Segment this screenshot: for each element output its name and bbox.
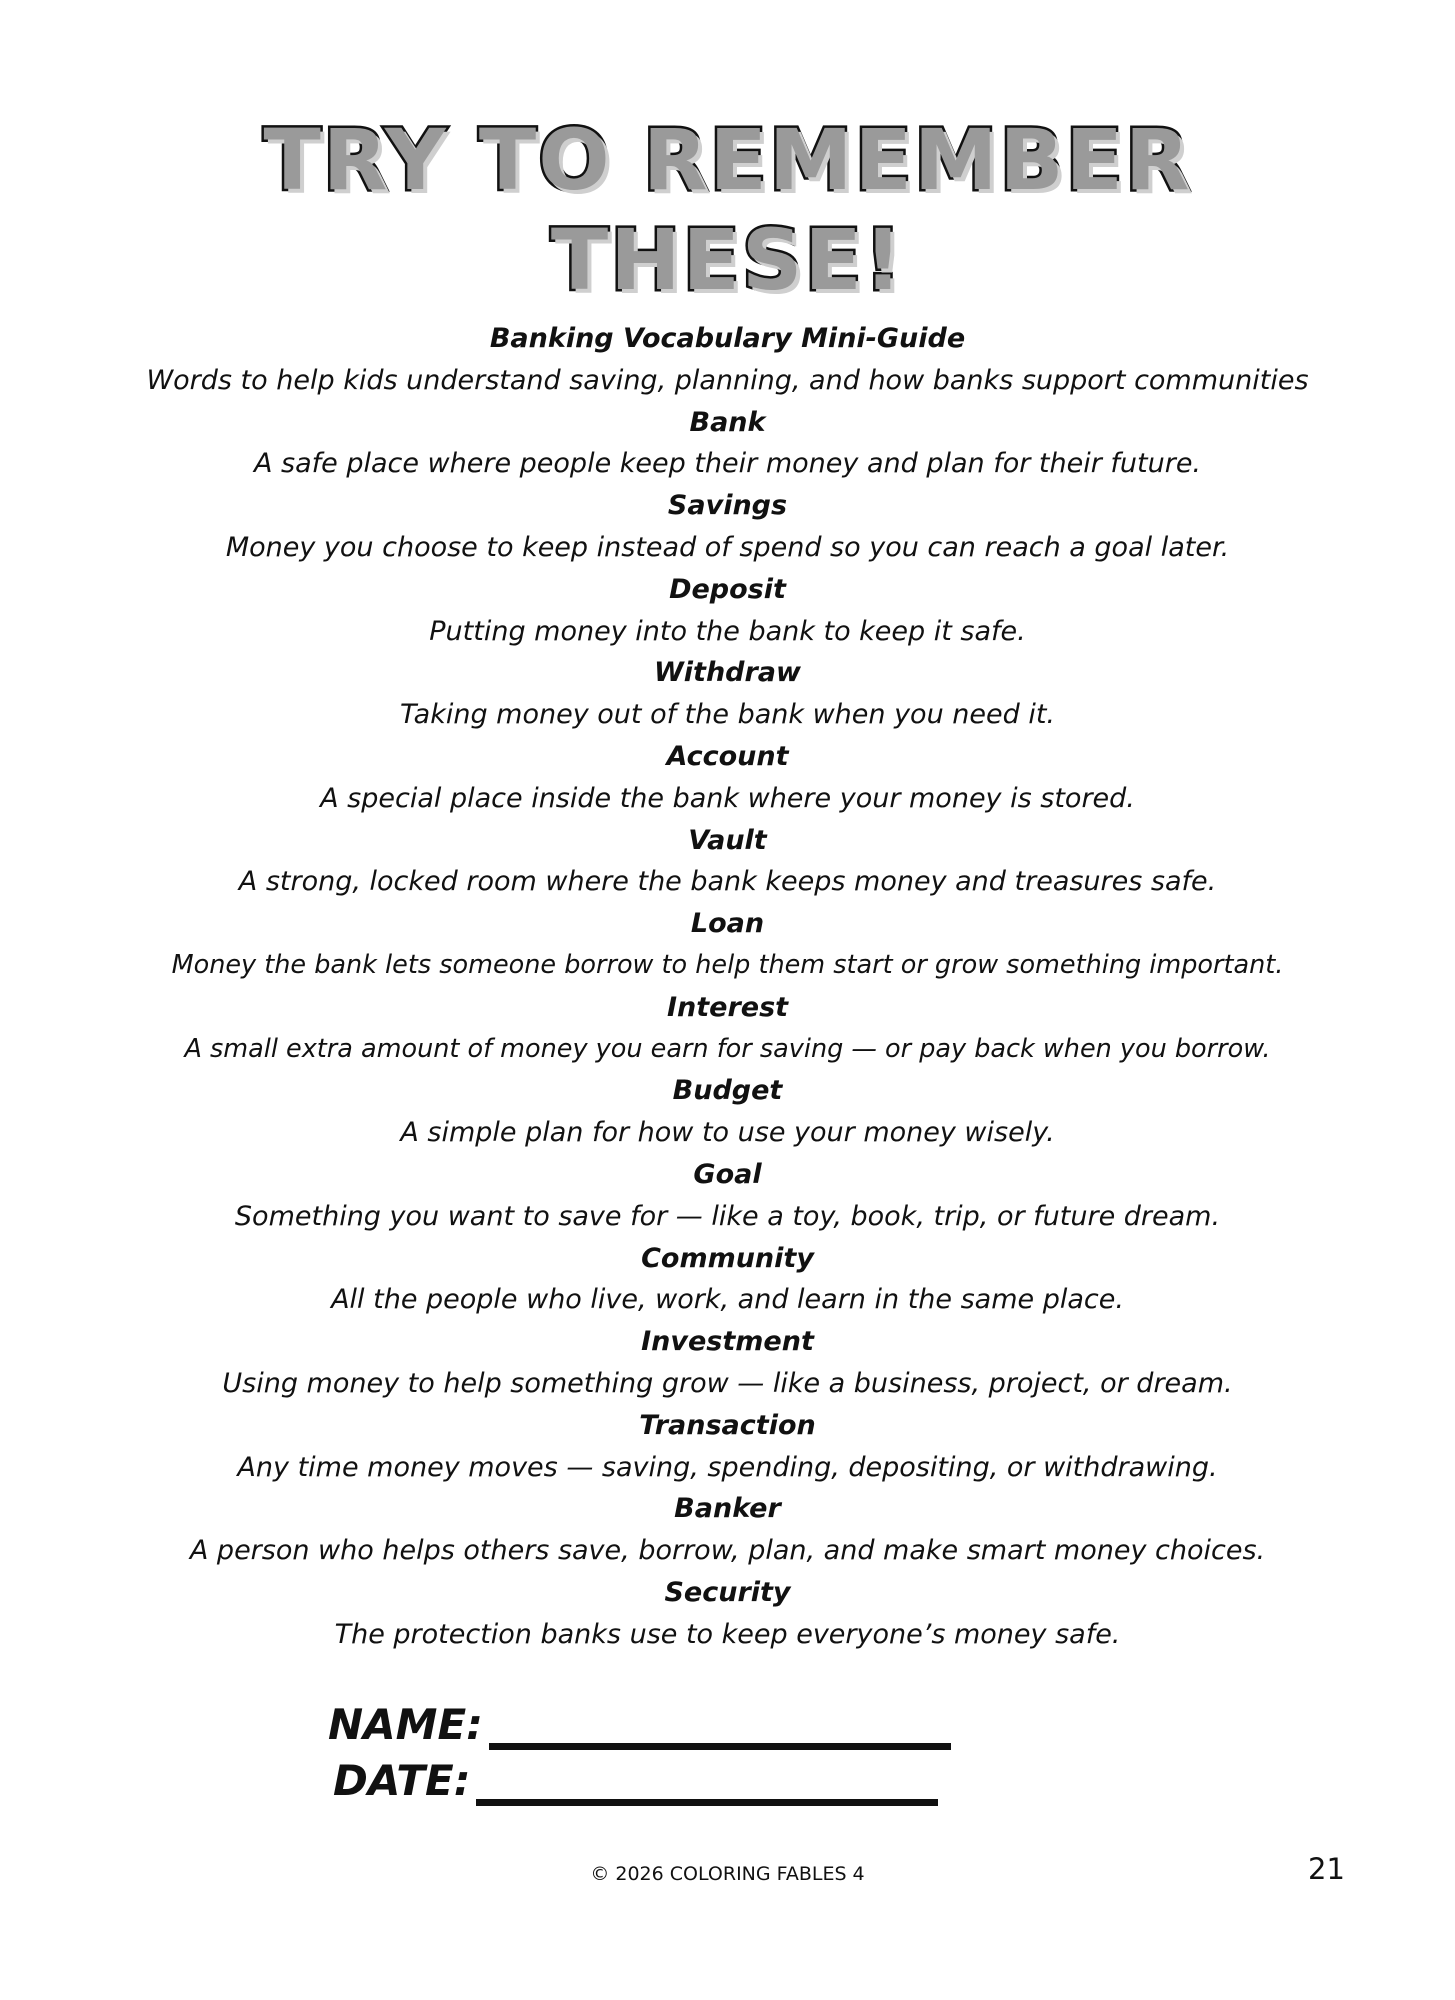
name-blank-line[interactable] [489, 1705, 951, 1750]
date-label: DATE: [333, 1756, 471, 1805]
vocab-definition: Using money to help something grow — like a business, project, or dream. [222, 1367, 1233, 1399]
vocab-term: Investment [641, 1326, 814, 1358]
guide-description: Words to help kids understand saving, planning, and how banks support communities [146, 364, 1309, 396]
vocab-definition: Any time money moves — saving, spending, depositing, or withdrawing. [237, 1451, 1218, 1483]
vocab-term: Goal [693, 1158, 762, 1190]
vocab-term: Security [664, 1576, 791, 1608]
vocab-entry-savings [0, 485, 1455, 569]
vocab-definition: A person who helps others save, borrow, plan, and make smart money choices. [189, 1535, 1266, 1567]
vocab-definition: Money you choose to keep instead of spend so you can reach a goal later. [225, 531, 1230, 563]
vocab-definition: Something you want to save for — like a toy, book, trip, or future dream. [234, 1200, 1221, 1232]
vocab-entry-banker [0, 1488, 1455, 1572]
date-blank-line[interactable] [476, 1761, 938, 1806]
vocab-term: Budget [672, 1075, 783, 1107]
vocab-term: Account [666, 740, 789, 772]
vocab-entry-transaction [0, 1405, 1455, 1489]
vocab-entry-investment [0, 1321, 1455, 1405]
copyright-footer: © 2026 COLORING FABLES 4 [590, 1863, 865, 1885]
vocab-entry-vault [0, 820, 1455, 904]
vocab-definition: Money the bank lets someone borrow to help them start or grow something important. [171, 949, 1284, 980]
vocab-entry-budget [0, 1070, 1455, 1154]
vocab-term: Savings [667, 490, 788, 522]
vocab-entry-interest [0, 987, 1455, 1071]
vocab-entry-deposit [0, 569, 1455, 653]
vocab-term: Withdraw [654, 657, 801, 689]
page-title [0, 110, 1455, 310]
vocab-term: Loan [690, 908, 765, 940]
vocab-entry-community [0, 1238, 1455, 1322]
vocab-term: Vault [688, 824, 767, 856]
guide-heading: Banking Vocabulary Mini-Guide [489, 323, 966, 354]
vocabulary-guide [0, 318, 1455, 1656]
vocab-definition: The protection banks use to keep everyone’s money safe. [334, 1618, 1121, 1650]
vocab-entry-loan [0, 903, 1455, 987]
date-field-row [333, 1756, 938, 1806]
page-number: 21 [1308, 1852, 1345, 1886]
name-field-row [328, 1700, 951, 1750]
title-line-2: THESE! [550, 211, 905, 309]
vocab-definition: All the people who live, work, and learn in the same place. [331, 1284, 1124, 1316]
vocab-definition: A strong, locked room where the bank keeps money and treasures safe. [238, 866, 1217, 898]
vocab-entry-goal [0, 1154, 1455, 1238]
vocab-definition: A special place inside the bank where your money is stored. [320, 782, 1135, 814]
vocab-term: Deposit [669, 573, 786, 605]
vocab-entry-bank [0, 402, 1455, 486]
vocab-term: Interest [666, 991, 789, 1023]
vocab-term: Banker [674, 1493, 781, 1525]
vocab-term: Community [641, 1242, 814, 1274]
name-label: NAME: [328, 1700, 483, 1749]
vocab-term: Transaction [639, 1409, 816, 1441]
vocab-entry-withdraw [0, 652, 1455, 736]
vocab-definition: A safe place where people keep their money and plan for their future. [253, 448, 1202, 480]
vocab-entry-account [0, 736, 1455, 820]
vocab-definition: Putting money into the bank to keep it safe. [429, 615, 1026, 647]
vocab-term: Bank [689, 406, 766, 438]
vocab-definition: A simple plan for how to use your money wisely. [400, 1117, 1055, 1149]
title-line-1: TRY TO REMEMBER [263, 111, 1192, 209]
vocab-definition: Taking money out of the bank when you need it. [399, 699, 1055, 731]
vocab-definition: A small extra amount of money you earn for saving — or pay back when you borrow. [184, 1033, 1271, 1064]
vocab-entry-security [0, 1572, 1455, 1656]
